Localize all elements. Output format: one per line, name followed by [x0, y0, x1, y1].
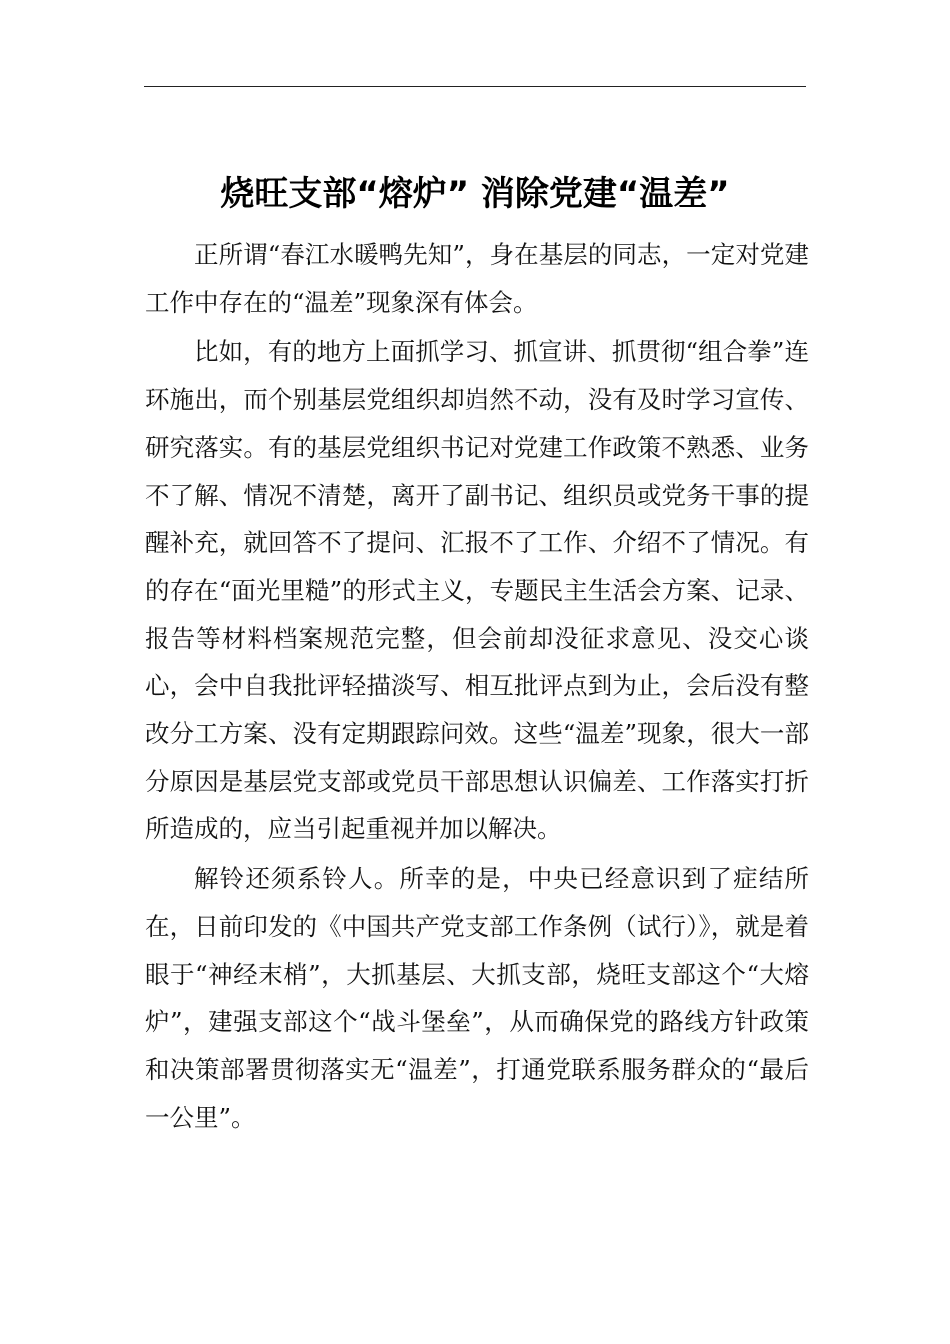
- document-body: [145, 231, 809, 1143]
- header-rule: [144, 86, 806, 87]
- paragraph-2: 比如，有的地方上面抓学习、抓宣讲、抓贯彻“组合拳”连环施出，而个别基层党组织却岿然不动，没有及时学习宣传、研究落实。有的基层党组织书记对党建工作政策不熟悉、业务不了解、情况不清楚，离开了副书记、组织员或党务干事的提醒补充，就回答不了提问、汇报不了工作、介绍不了情况。有的存在“面光里糙”的形式主义，专题民主生活会方案、记录、报告等材料档案规范完整，但会前却没征求意见、没交心谈心，会中自我批评轻描淡写、相互批评点到为止，会后没有整改分工方案、没有定期跟踪问效。这些“温差”现象，很大一部分原因是基层党支部或党员干部思想认识偏差、工作落实打折所造成的，应当引起重视并加以解决。: [145, 337, 809, 844]
- paragraph-1: 正所谓“春江水暖鸭先知”，身在基层的同志，一定对党建工作中存在的“温差”现象深有体会。: [145, 240, 809, 317]
- paragraph-3: 解铃还须系铃人。所幸的是，中央已经意识到了症结所在，日前印发的《中国共产党支部工作条例（试行）》，就是着眼于“神经末梢”，大抓基层、大抓支部，烧旺支部这个“大熔炉”，建强支部这个“战斗堡垒”，从而确保党的路线方针政策和决策部署贯彻落实无“温差”，打通党联系服务群众的“最后一公里”。: [145, 864, 809, 1132]
- document-title: 烧旺支部“熔炉” 消除党建“温差”: [220, 174, 730, 214]
